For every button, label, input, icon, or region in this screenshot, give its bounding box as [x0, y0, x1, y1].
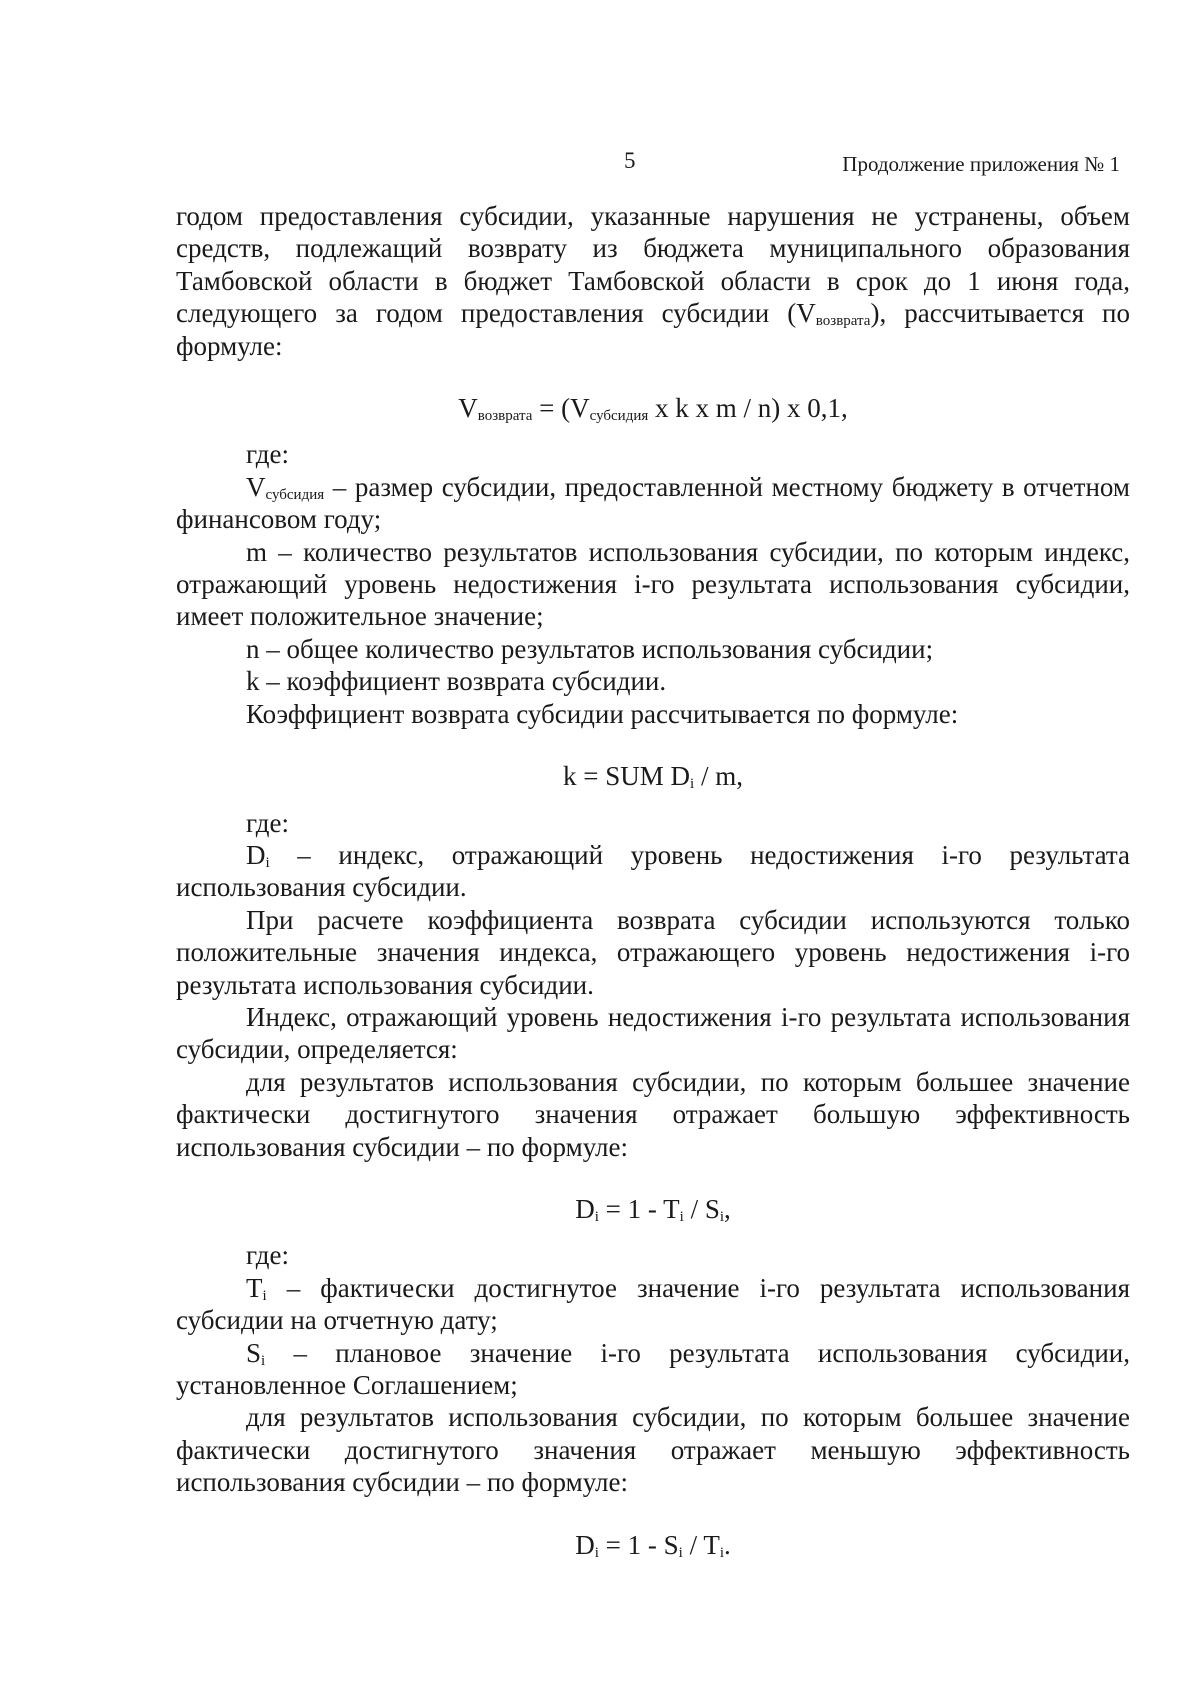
paragraph-calc: При расчете коэффициента возврата субсидии используются только положительные значения индекса, отражающего уровень недостижения i-го результата использования субсидии. — [176, 904, 1130, 1000]
definition-d: $D_i$ – индекс, отражающий уровень недостижения i-го результата использования субсидии. — [176, 839, 1130, 903]
definition-t: $T_i$ – фактически достигнутое значение i-го результата использования субсидии на отчетную дату; — [176, 1272, 1130, 1336]
where-label: где: — [246, 807, 289, 838]
appendix-continuation: Продолжение приложения № 1 — [842, 152, 1120, 176]
definition-v-subsidy: $V_{субсидия}$ – размер субсидии, предоставленной местному бюджету в отчетном финансовом году; — [176, 471, 1130, 535]
definition-s: $S_i$ – плановое значение i-го результата использования субсидии, установленное Соглашением; — [176, 1337, 1130, 1400]
paragraph-case-greater: для результатов использования субсидии, по которым большее значение фактически достигнутого значения отражает большую эффективность использования субсидии – по формуле: — [176, 1066, 1130, 1162]
paragraph-intro: годом предоставления субсидии, указанные нарушения не устранены, объем средств, подлежащий возврату из бюджета муниципального образования Тамбовской области в бюджет Тамбовской области в срок до 1 июня года, следующего за годом предоставления субсидии $(V_{возврата})$, рассчитывается по формуле: — [176, 201, 1130, 361]
definition-k: k – коэффициент возврата субсидии. — [246, 666, 667, 697]
formula-return-volume: $V_{возврата} = (V_{субсидия}$ x k x m / n) x 0,1, — [458, 393, 848, 425]
page-header — [0, 148, 1200, 182]
page-number: 5 — [624, 148, 636, 173]
definition-n: n – общее количество результатов использования субсидии; — [246, 633, 934, 664]
paragraph-case-lesser: для результатов использования субсидии, по которым большее значение фактически достигнутого значения отражает меньшую эффективность использования субсидии – по формуле: — [176, 1402, 1130, 1498]
formula-k: k = SUM $D_i$ / m, — [563, 761, 743, 793]
definition-m: m – количество результатов использования субсидии, по которым индекс, отражающий уровень недостижения i-го результата использования субсидии, имеет положительное значение; — [176, 536, 1130, 632]
paragraph-k-intro: Коэффициент возврата субсидии рассчитывается по формуле: — [246, 698, 959, 729]
paragraph-index: Индекс, отражающий уровень недостижения i-го результата использования субсидии, определяется: — [176, 1001, 1130, 1065]
where-label: где: — [246, 439, 289, 470]
where-label: где: — [246, 1240, 289, 1271]
formula-d-lesser: $D_i = 1 - S_i / T_i$. — [575, 1529, 731, 1561]
formula-d-greater: $D_i = 1 - T_i / S_i$, — [575, 1193, 731, 1225]
document-body — [176, 200, 1130, 1575]
